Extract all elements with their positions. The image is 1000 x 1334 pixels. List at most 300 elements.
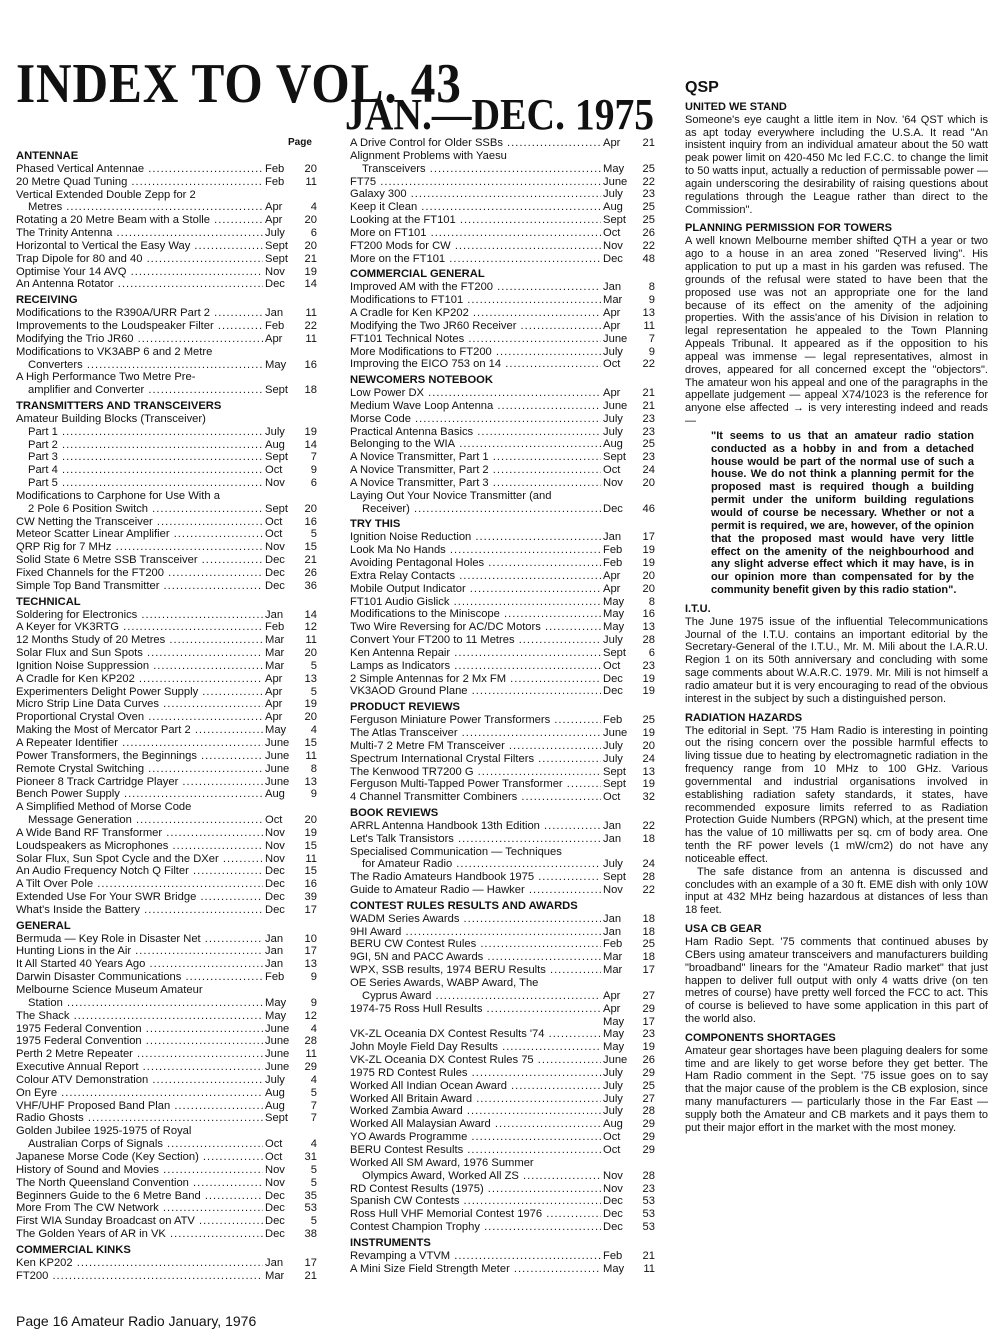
index-entry [350, 400, 655, 413]
entry-month: Jan [265, 958, 284, 971]
entry-page: 7 [310, 1099, 317, 1112]
entry-title: The Atlas Transceiver ..... [350, 727, 601, 740]
index-entry [16, 359, 317, 372]
index-entry-line: Amateur Building Blocks (Transceiver) [16, 412, 206, 425]
entry-page: 53 [642, 1195, 655, 1208]
entry-title: The Shack ..... [16, 1010, 263, 1023]
entry-month: Sept [265, 502, 289, 515]
index-entry [16, 1035, 317, 1048]
entry-month: May [603, 608, 625, 621]
index-entry [16, 1202, 317, 1215]
qsp-column [685, 79, 988, 1135]
entry-page: 18 [642, 951, 655, 964]
index-entry [16, 176, 317, 189]
entry-month: July [603, 752, 623, 765]
index-entry [16, 1138, 317, 1151]
entry-title: Meteor Scatter Linear Amplifier ..... [16, 528, 263, 541]
index-entry [350, 990, 655, 1003]
entry-title: 20 Metre Quad Tuning ..... [16, 176, 263, 189]
entry-month: June [265, 1035, 290, 1048]
index-entry [16, 647, 317, 660]
entry-month: July [265, 1073, 285, 1086]
entry-title: Practical Antenna Basics ..... [350, 426, 601, 439]
index-entry [350, 596, 655, 609]
index-entry [350, 281, 655, 294]
entry-title: 12 Months Study of 20 Metres ..... [16, 634, 263, 647]
entry-page: 35 [304, 1189, 317, 1202]
entry-page: 15 [304, 541, 317, 554]
entry-title: Modifying the Trio JR60 ..... [16, 333, 263, 346]
entry-page: 17 [304, 1256, 317, 1269]
entry-title: 9HI Award ..... [350, 926, 601, 939]
entry-page: 25 [642, 438, 655, 451]
qsp-paragraph: Ham Radio Sept. '75 comments that continued abuses by CBers using amateur transceivers and manufacturers building "broadband" linears for the "Amateur Radio market" that just happen to deliver full output with only 4 watts drive (on ten metres of course) have pretty well forced the FCC to act. This of course is believed to have some application in this part of the world also. [685, 936, 988, 1026]
entry-month: Mar [265, 634, 285, 647]
entry-page: 27 [642, 989, 655, 1002]
entry-month: Oct [603, 659, 621, 672]
index-entry [350, 951, 655, 964]
entry-month: Feb [603, 557, 623, 569]
index-entry [350, 884, 655, 897]
entry-title: 4 Channel Transmitter Combiners ..... [350, 791, 601, 804]
qsp-section-heading: PLANNING PERMISSION FOR TOWERS [685, 222, 892, 235]
entry-month: Apr [603, 569, 621, 582]
entry-month: Nov [603, 1182, 623, 1195]
entry-title: YO Awards Programme ..... [350, 1131, 601, 1144]
entry-title: Medium Wave Loop Antenna ..... [350, 400, 601, 413]
entry-page: 16 [304, 878, 317, 891]
entry-title: Metres ..... [28, 201, 263, 214]
index-entry [16, 1151, 317, 1164]
index-entry [350, 176, 655, 189]
index-entry [16, 865, 317, 878]
entry-month: July [603, 739, 623, 752]
entry-title: More From The CW Network ..... [16, 1202, 263, 1215]
index-entry [350, 1054, 655, 1067]
entry-month: July [603, 1105, 623, 1118]
index-entry [16, 214, 317, 227]
index-entry [350, 1016, 655, 1029]
qsp-section-heading: USA CB GEAR [685, 923, 762, 936]
entry-page: 20 [642, 739, 655, 752]
entry-month: Dec [265, 1189, 285, 1202]
entry-month: June [603, 332, 628, 345]
entry-month: Apr [265, 332, 283, 345]
entry-month: Dec [265, 554, 285, 567]
entry-page: 17 [642, 964, 655, 977]
index-entry [16, 278, 317, 291]
entry-page: 14 [304, 278, 317, 291]
entry-page: 20 [304, 239, 317, 252]
entry-title: The Golden Years of AR in VK ..... [16, 1228, 263, 1241]
index-entry [350, 320, 655, 333]
entry-page: 38 [304, 1228, 317, 1241]
index-entry [350, 858, 655, 871]
entry-title: Let's Talk Transistors ..... [350, 833, 601, 846]
entry-page: 18 [642, 925, 655, 938]
entry-month: Oct [265, 1138, 283, 1151]
index-entry [350, 1003, 655, 1016]
entry-page: 16 [642, 608, 655, 621]
index-entry [350, 413, 655, 426]
index-entry [16, 763, 317, 776]
entry-page: 19 [304, 826, 317, 839]
entry-month: Mar [603, 294, 623, 307]
index-entry [16, 1074, 317, 1087]
entry-month: Jan [265, 1256, 284, 1269]
entry-month: Dec [603, 1195, 623, 1208]
entry-page: 8 [648, 281, 655, 294]
index-entry [350, 1118, 655, 1131]
index-entry [350, 791, 655, 804]
entry-title: Modifications to the Miniscope ..... [350, 608, 601, 621]
entry-month: May [265, 724, 287, 737]
entry-page: 28 [304, 1035, 317, 1048]
entry-page: 5 [310, 528, 317, 541]
entry-title: Simple Top Band Transmitter ..... [16, 580, 263, 593]
index-entry [16, 1164, 317, 1177]
entry-title: 1975 Federal Convention ..... [16, 1035, 263, 1048]
index-entry [350, 438, 655, 451]
entry-month: May [603, 1262, 625, 1275]
index-entry [16, 266, 317, 279]
entry-page: 53 [642, 1221, 655, 1234]
index-entry [16, 711, 317, 724]
entry-page: 14 [304, 608, 317, 621]
entry-month: Jan [603, 281, 622, 294]
entry-title: Solar Flux, Sun Spot Cycle and the DXer ..... [16, 853, 263, 866]
entry-title: Radio Ghosts ..... [16, 1112, 263, 1125]
entry-title: Part 1 ..... [28, 426, 263, 439]
entry-month: Jan [265, 945, 284, 958]
entry-page: 4 [310, 1073, 317, 1086]
index-entry [350, 1093, 655, 1106]
entry-title: Proportional Crystal Oven ..... [16, 711, 263, 724]
index-entry [16, 307, 317, 320]
qsp-paragraph: The June 1975 issue of the influential Telecommunications Journal of the I.T.U. contains an important editorial by the Secretary-General of the I.T.U., Mr. M. Mili about the I.A.R.U. Region 1 on its 50th anniversary and concluding with some sage comments about W.A.R.C. 1979. Mr. Mili is not himself a radio amateur but it is very encouraging to read of the obvious interest in the subject by such a distinguished person. [685, 615, 988, 705]
index-entry-line: Specialised Communication — Techniques [350, 845, 562, 858]
index-entry-line: A Simplified Method of Morse Code [16, 801, 192, 814]
index-entry [16, 567, 317, 580]
entry-month: Dec [265, 1202, 285, 1215]
entry-title: Micro Strip Line Data Curves ..... [16, 698, 263, 711]
entry-page: 6 [310, 477, 317, 490]
entry-page: 9 [648, 294, 655, 307]
entry-page: 22 [642, 239, 655, 252]
entry-page: 53 [642, 1208, 655, 1221]
entry-title: History of Sound and Movies ..... [16, 1164, 263, 1177]
index-entry-line: Modifications to Carphone for Use With a [16, 489, 220, 502]
entry-month: Nov [265, 1176, 285, 1189]
entry-title: CW Netting the Transceiver ..... [16, 516, 263, 529]
entry-title: for Amateur Radio ..... [362, 858, 601, 871]
index-entry [16, 827, 317, 840]
index-entry-line: Melbourne Science Museum Amateur [16, 984, 203, 996]
index-entry-line: Worked All SM Award, 1976 Summer [350, 1156, 534, 1169]
index-entry [16, 503, 317, 516]
entry-month: Aug [603, 1118, 623, 1131]
entry-page: 25 [642, 714, 655, 727]
index-entry [16, 320, 317, 333]
index-entry [16, 840, 317, 853]
entry-title: More Modifications to FT200 ..... [350, 346, 601, 359]
index-entry [16, 698, 317, 711]
index-entry [16, 776, 317, 789]
index-entry [350, 778, 655, 791]
entry-month: Mar [603, 951, 623, 964]
index-entry [350, 660, 655, 673]
entry-page: 18 [642, 832, 655, 845]
entry-month: June [603, 399, 628, 412]
entry-month: June [265, 762, 290, 775]
section-heading: COMMERCIAL GENERAL [350, 268, 485, 281]
entry-title: Remote Crystal Switching ..... [16, 763, 263, 776]
entry-title: More on FT101 ..... [350, 227, 601, 240]
entry-title: amplifier and Converter ..... [28, 384, 263, 397]
entry-title: The Kenwood TR7200 G ..... [350, 766, 601, 779]
index-entry [350, 1250, 655, 1263]
index-entry [350, 1221, 655, 1234]
entry-month: July [265, 227, 285, 240]
entry-title: 1975 RD Contest Rules ..... [350, 1067, 601, 1080]
index-entry [350, 1131, 655, 1144]
index-entry-line: Vertical Extended Double Zepp for 2 [16, 188, 196, 201]
entry-page: 21 [304, 252, 317, 265]
index-entry [350, 1041, 655, 1054]
index-entry [350, 163, 655, 176]
index-entry [350, 913, 655, 926]
entry-page: 15 [304, 865, 317, 878]
entry-title: Two Wire Reversing for AC/DC Motors ..... [350, 621, 601, 634]
index-entry [16, 1190, 317, 1203]
index-entry [16, 634, 317, 647]
entry-title: The Radio Amateurs Handbook 1975 ..... [350, 871, 601, 884]
index-entry [16, 621, 317, 634]
qsp-paragraph: Someone's eye caught a little item in Nov. '64 QST which is as apt today everywhere including the U.S.A. It read "An insistent inquiry from an individual amateur about the 50 watt peak power limit on 420-450 Mc led F.C.C. to change the limit to 50 watts input, actually a reduction of permissable power — again underscoring the desirability of raising questions about regulations through the League rather than direct to the Commission". [685, 113, 988, 216]
entry-page: 7 [310, 451, 317, 464]
entry-month: Apr [265, 685, 283, 698]
entry-title: A Novice Transmitter, Part 1 ..... [350, 451, 601, 464]
entry-month: Nov [265, 541, 285, 554]
entry-title: RD Contest Results (1975) ..... [350, 1183, 601, 1196]
index-entry [16, 1257, 317, 1270]
index-entry [16, 1228, 317, 1241]
index-entry [350, 583, 655, 596]
entry-month: Nov [265, 1163, 285, 1176]
index-entry [350, 544, 655, 557]
index-entry [350, 503, 655, 516]
entry-month: June [265, 775, 290, 788]
index-entry [16, 737, 317, 750]
entry-month: June [265, 1048, 290, 1061]
entry-title: Solid State 6 Metre SSB Transceiver ..... [16, 554, 263, 567]
entry-page: 8 [648, 595, 655, 608]
entry-page: 23 [642, 1028, 655, 1041]
entry-month: Jan [265, 608, 284, 621]
index-entry [16, 1048, 317, 1061]
index-entry [350, 387, 655, 400]
entry-page: 15 [304, 736, 317, 749]
entry-month: July [603, 425, 623, 438]
entry-month: July [265, 425, 285, 438]
entry-title: A Novice Transmitter, Part 2 ..... [350, 464, 601, 477]
entry-page: 24 [642, 464, 655, 477]
entry-page: 20 [304, 814, 317, 827]
entry-title: Spanish CW Contests ..... [350, 1195, 601, 1208]
entry-month: Oct [603, 464, 621, 477]
entry-title: Lamps as Indicators ..... [350, 660, 601, 673]
entry-page: 29 [642, 1143, 655, 1156]
entry-title: A Tilt Over Pole ..... [16, 878, 263, 891]
entry-page: 18 [642, 912, 655, 925]
index-entry [350, 871, 655, 884]
entry-page: 11 [305, 332, 317, 345]
entry-title: Morse Code ..... [350, 413, 601, 426]
entry-page: 53 [304, 1202, 317, 1215]
entry-month: Oct [265, 814, 283, 827]
entry-month: Feb [265, 319, 285, 332]
entry-month: Mar [603, 964, 623, 977]
index-entry [350, 608, 655, 621]
entry-page: 19 [642, 685, 655, 698]
entry-title: Receiver) ..... [362, 503, 601, 516]
qsp-section-heading: RADIATION HAZARDS [685, 711, 803, 724]
entry-month: July [603, 858, 623, 871]
index-entry [350, 570, 655, 583]
section-heading: RECEIVING [16, 294, 78, 307]
index-entry [350, 531, 655, 544]
entry-month: Aug [265, 1099, 285, 1112]
entry-month: Apr [603, 1002, 621, 1015]
entry-page: 20 [304, 711, 317, 724]
entry-title: Revamping a VTVM ..... [350, 1250, 601, 1263]
entry-title: Horizontal to Vertical the Easy Way ..... [16, 240, 263, 253]
entry-title: BERU CW Contest Rules ..... [350, 938, 601, 951]
entry-month: Sept [603, 646, 627, 659]
entry-page: 17 [642, 1015, 655, 1028]
index-entry [16, 724, 317, 737]
entry-title: Making the Most of Mercator Part 2 ..... [16, 724, 263, 737]
entry-month: Dec [265, 1215, 285, 1228]
entry-title: Extended Use For Your SWR Bridge ..... [16, 891, 263, 904]
index-entry [350, 188, 655, 201]
index-entry [16, 516, 317, 529]
entry-title: Part 4 ..... [28, 464, 263, 477]
index-entry [350, 307, 655, 320]
entry-title: VK3AOD Ground Plane ..... [350, 685, 601, 698]
entry-month: Sept [603, 214, 627, 227]
section-heading: INSTRUMENTS [350, 1236, 431, 1249]
index-entry-line: OE Series Awards, WABP Award, The [350, 977, 539, 989]
entry-title: VK-ZL Oceania DX Contest Results '74 ..... [350, 1028, 601, 1041]
entry-month: June [603, 726, 628, 739]
entry-month: Sept [265, 252, 289, 265]
entry-title: Low Power DX ..... [350, 387, 601, 400]
qsp-title: QSP [685, 79, 719, 96]
entry-title: Extra Relay Contacts ..... [350, 570, 601, 583]
entry-month: Dec [603, 672, 623, 685]
entry-month: Feb [603, 544, 623, 557]
entry-page: 20 [642, 569, 655, 582]
entry-title: Worked All Indian Ocean Award ..... [350, 1080, 601, 1093]
entry-month: Oct [265, 1150, 283, 1163]
entry-month: Mar [265, 1269, 285, 1282]
entry-page: 29 [304, 1061, 317, 1074]
entry-title: Mobile Output Indicator ..... [350, 583, 601, 596]
entry-month: Apr [265, 214, 283, 227]
entry-page: 21 [304, 1269, 317, 1282]
entry-title: Executive Annual Report ..... [16, 1061, 263, 1074]
index-entry [350, 820, 655, 833]
entry-page: 21 [642, 1249, 655, 1262]
index-entry [350, 1144, 655, 1157]
entry-title: Looking at the FT101 ..... [350, 214, 601, 227]
section-heading: TECHNICAL [16, 595, 81, 608]
entry-month: Oct [603, 1131, 621, 1144]
entry-page: 13 [642, 621, 655, 634]
index-column-2 [350, 137, 655, 1275]
index-entry [350, 451, 655, 464]
entry-page: 19 [304, 425, 317, 438]
entry-month: Dec [265, 878, 285, 891]
entry-month: Oct [265, 528, 283, 541]
entry-title: 1975 Federal Convention ..... [16, 1023, 263, 1036]
entry-page: 17 [304, 903, 317, 916]
entry-title: An Antenna Rotator ..... [16, 278, 263, 291]
index-entry [350, 358, 655, 371]
entry-title: Australian Corps of Signals ..... [28, 1138, 263, 1151]
entry-title: Belonging to the WIA ..... [350, 438, 601, 451]
entry-title: First WIA Sunday Broadcast on ATV ..... [16, 1215, 263, 1228]
entry-page: 7 [310, 1112, 317, 1125]
entry-page: 11 [643, 319, 655, 332]
entry-page: 29 [642, 1131, 655, 1144]
entry-title: Ignition Noise Suppression ..... [16, 660, 263, 673]
entry-month: Nov [265, 477, 285, 490]
entry-month: Dec [265, 579, 285, 592]
entry-title: A Cradle for Ken KP202 ..... [16, 673, 263, 686]
entry-month: Feb [603, 714, 623, 727]
index-column-1 [16, 150, 317, 1282]
index-entry [350, 1183, 655, 1196]
entry-title: QRP Rig for 7 MHz ..... [16, 541, 263, 554]
entry-page: 19 [642, 672, 655, 685]
entry-page: 20 [304, 162, 317, 175]
entry-page: 23 [642, 412, 655, 425]
entry-page: 26 [642, 1054, 655, 1067]
entry-title: Ken Antenna Repair ..... [350, 647, 601, 660]
entry-page: 26 [304, 567, 317, 579]
index-entry [16, 853, 317, 866]
index-entry [16, 1100, 317, 1113]
section-heading: NEWCOMERS NOTEBOOK [350, 374, 493, 387]
index-entry [16, 1112, 317, 1125]
entry-title: Convert Your FT200 to 11 Metres ..... [350, 634, 601, 647]
entry-month: Apr [265, 698, 283, 711]
entry-page: 5 [310, 659, 317, 672]
qsp-quote: "It seems to us that an amateur radio station conducted as a hobby in and from a detached house would be part of the normal use of such a house. We do not think a planning permit for the proposed mast is required though a building permit under the uniform building regulations would of course be necessary. Whether or not a permit is required, we are, however, of the opinion that the proposed mast would have very little effect on the amenity of the neighbourhood and any slight adverse effect which it may have, is in our opinion more than compensated for by the community benefit given by this radio station". [711, 429, 974, 597]
entry-month: Nov [603, 239, 623, 252]
entry-page: 26 [642, 226, 655, 239]
entry-title: Worked All Malaysian Award ..... [350, 1118, 601, 1131]
entry-month: Feb [265, 175, 285, 188]
entry-page: 11 [305, 634, 317, 647]
entry-month: Jan [603, 819, 622, 832]
entry-month: Aug [265, 788, 285, 801]
entry-page: 48 [642, 252, 655, 265]
entry-page: 4 [310, 1022, 317, 1035]
entry-month: July [603, 412, 623, 425]
